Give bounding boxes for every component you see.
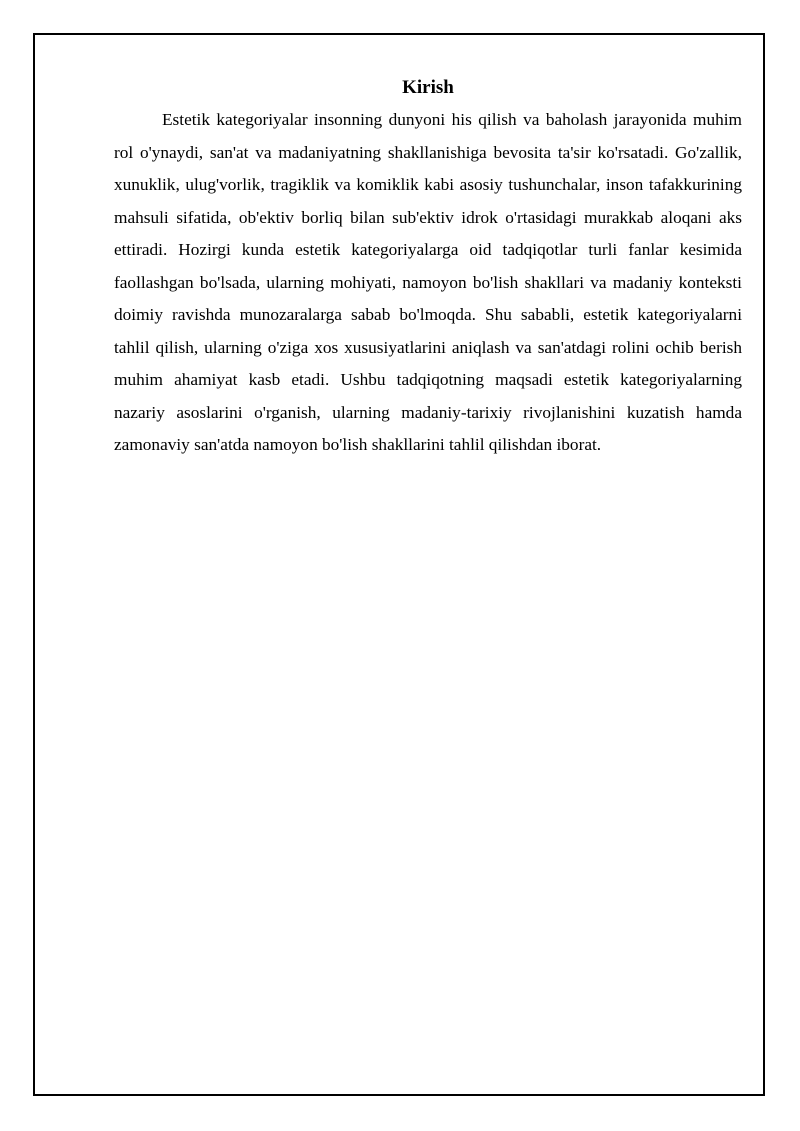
document-body xyxy=(114,74,742,462)
intro-paragraph: Estetik kategoriyalar insonning dunyoni his qilish va baholash jarayonida muhim rol o'ynaydi, san'at va madaniyatning shakllanishiga bevosita ta'sir ko'rsatadi. Go'zallik, xunuklik, ulug'vorlik, tragiklik va komiklik kabi asosiy tushunchalar, inson tafakkurining mahsuli sifatida, ob'ektiv borliq bilan sub'ektiv idrok o'rtasidagi murakkab aloqani aks ettiradi. Hozirgi kunda estetik kategoriyalarga oid tadqiqotlar turli fanlar kesimida faollashgan bo'lsada, ularning mohiyati, namoyon bo'lish shakllari va madaniy konteksti doimiy ravishda munozaralarga sabab bo'lmoqda. Shu sababli, estetik kategoriyalarni tahlil qilish, ularning o'ziga xos xususiyatlarini aniqlash va san'atdagi rolini ochib berish muhim ahamiyat kasb etadi. Ushbu tadqiqotning maqsadi estetik kategoriyalarning nazariy asoslarini o'rganish, ularning madaniy-tarixiy rivojlanishini kuzatish hamda zamonaviy san'atda namoyon bo'lish shakllarini tahlil qilishdan iborat. xyxy=(114,110,742,454)
section-heading: Kirish xyxy=(402,77,454,98)
